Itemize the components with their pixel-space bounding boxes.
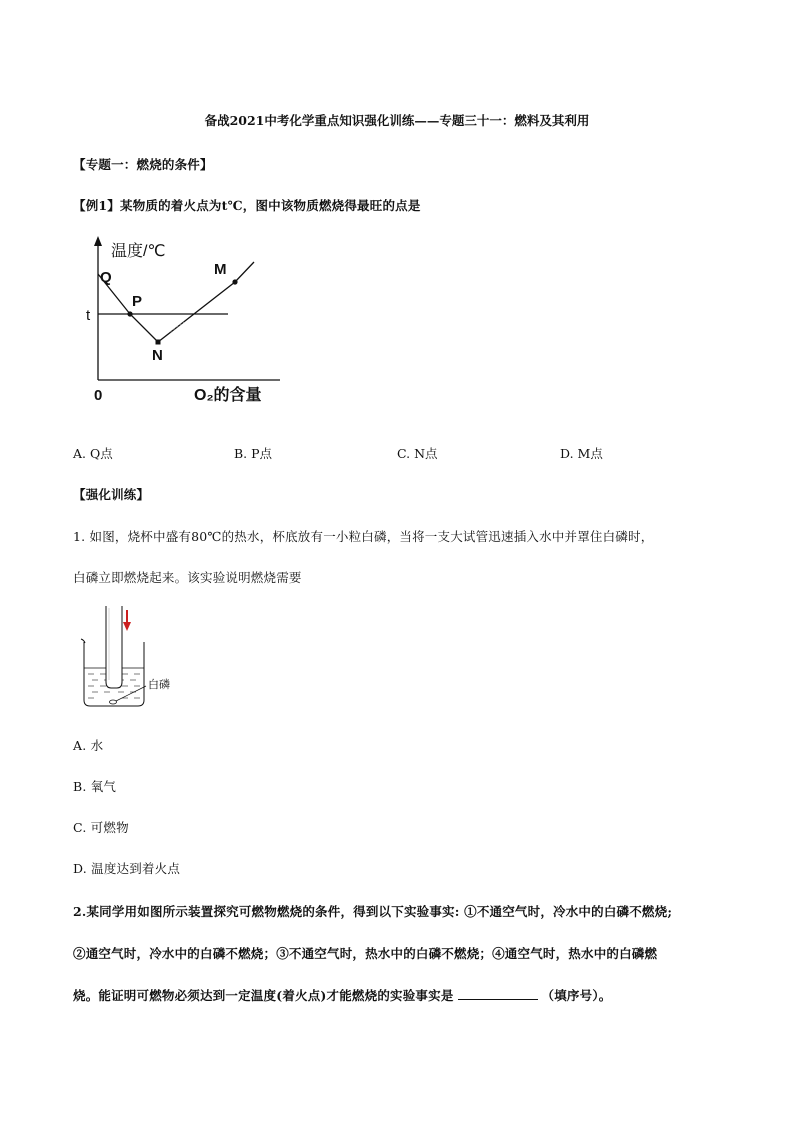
point-m-marker (232, 279, 237, 284)
question-2-suffix: （填序号）。 (541, 988, 612, 1003)
example-1-question (73, 196, 421, 214)
section-heading-combustion-conditions: 【专题一：燃烧的条件】 (73, 157, 213, 172)
question-2-line-2: ②通空气时，冷水中的白磷不燃烧；③不通空气时，热水中的白磷不燃烧；④通空气时，热水中的白磷燃 (73, 946, 658, 961)
question-2-text: 烧。能证明可燃物必须达到一定温度(着火点)才能燃烧的实验事实是 (73, 988, 454, 1003)
example-label: 【例1】 (73, 198, 120, 213)
point-p-marker (127, 311, 132, 316)
question-2-line-3 (73, 986, 611, 1004)
example-text: 某物质的着火点为t℃，图中该物质燃烧得最旺的点是 (120, 198, 421, 213)
point-n-marker (156, 340, 161, 345)
point-m-label: M (214, 261, 227, 278)
temperature-curve (98, 262, 254, 342)
y-axis-arrow (94, 236, 102, 246)
point-n-label: N (152, 347, 163, 364)
beaker-lip (81, 639, 85, 643)
downward-arrow-head (123, 622, 131, 631)
y-axis-label: 温度/℃ (111, 243, 166, 260)
answer-blank[interactable] (458, 987, 538, 1000)
question-1-option-c: C. 可燃物 (73, 820, 129, 835)
origin-label: 0 (94, 387, 103, 404)
question-2-line-1: 2.某同学用如图所示装置探究可燃物燃烧的条件，得到以下实验事实: ①不通空气时，冷水中的白磷不燃烧; (73, 904, 673, 919)
label-pointer (116, 686, 146, 701)
page-title: 备战2021中考化学重点知识强化训练——专题三十一：燃料及其利用 (204, 113, 590, 128)
section-heading-practice: 【强化训练】 (73, 487, 150, 502)
question-1-line-2: 白磷立即燃烧起来。该实验说明燃烧需要 (73, 570, 302, 585)
t-label: t (86, 307, 91, 324)
example-option-b: B. P点 (234, 446, 273, 461)
white-phosphorus (110, 700, 117, 704)
white-phosphorus-label: 白磷 (148, 679, 170, 691)
x-axis-label: O₂的含量 (194, 387, 262, 404)
temperature-oxygen-graph (80, 232, 290, 410)
point-q-label: Q (100, 269, 112, 286)
example-option-d: D. M点 (560, 446, 603, 461)
question-1-option-a: A. 水 (73, 738, 104, 753)
example-option-a: A. Q点 (73, 446, 113, 461)
question-1-option-d: D. 温度达到着火点 (73, 861, 181, 876)
example-option-c: C. N点 (397, 446, 438, 461)
point-p-label: P (132, 293, 143, 310)
question-1-line-1: 1. 如图，烧杯中盛有80℃的热水，杯底放有一小粒白磷，当将一支大试管迅速插入水中并罩住白磷时， (73, 529, 654, 544)
test-tube (106, 606, 122, 688)
beaker-experiment-figure (78, 606, 208, 711)
question-1-option-b: B. 氧气 (73, 779, 117, 794)
